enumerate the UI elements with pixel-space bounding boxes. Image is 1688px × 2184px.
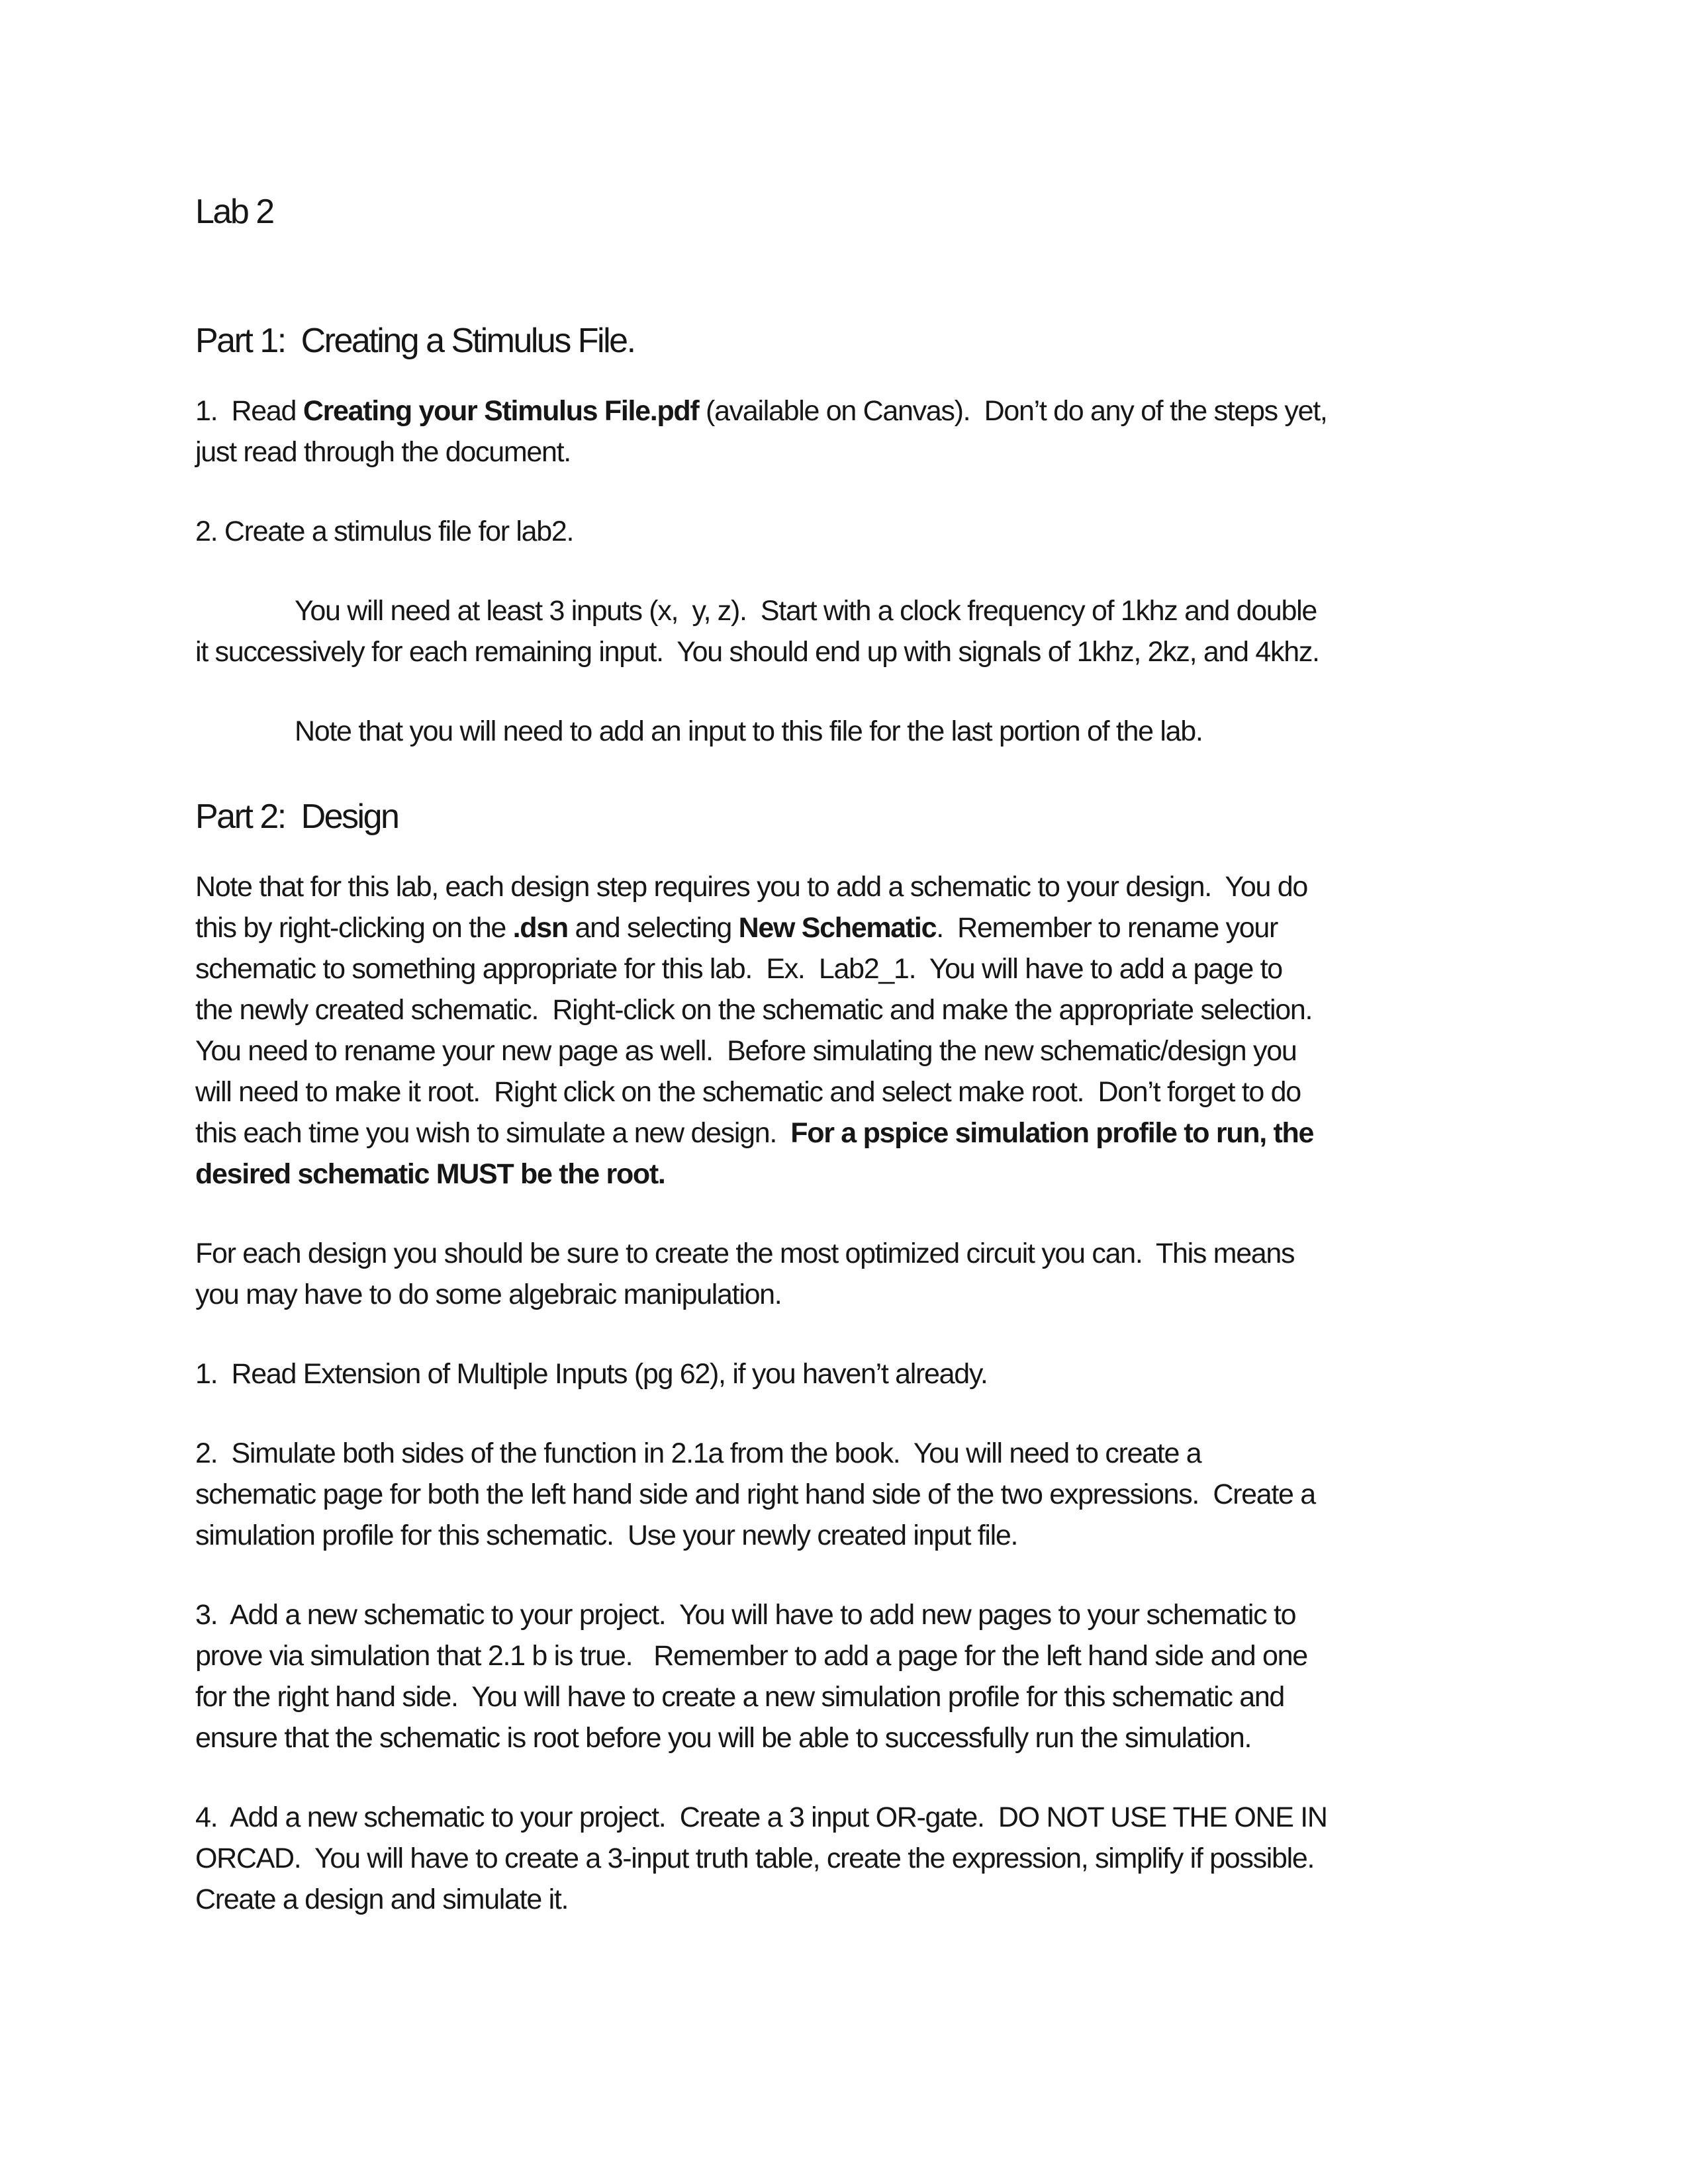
section-heading — [195, 790, 1496, 843]
text-run: this by right-clicking on the — [195, 912, 513, 944]
text-line — [195, 1515, 1496, 1556]
text-run: 3. Add a new schematic to your project. You will have to add new pages to your schematic to — [195, 1599, 1296, 1631]
text-run: schematic page for both the left hand side and right hand side of the two expressions. Create a — [195, 1479, 1315, 1510]
text-run: ensure that the schematic is root before you will be able to successfully run the simulation. — [195, 1722, 1252, 1754]
text-run: just read through the document. — [195, 436, 571, 468]
text-run: this each time you wish to simulate a new design. — [195, 1117, 791, 1149]
text-line — [195, 1838, 1496, 1879]
text-run: prove via simulation that 2.1 b is true. Remember to add a page for the left hand side and one — [195, 1640, 1307, 1672]
bold-text-run: desired schematic MUST be the root. — [195, 1158, 665, 1190]
text-line — [195, 1030, 1496, 1071]
paragraph — [195, 1797, 1496, 1920]
text-line — [195, 1474, 1496, 1515]
text-line — [195, 1154, 1496, 1195]
bold-text-run: .dsn — [512, 912, 568, 944]
paragraph — [195, 1433, 1496, 1556]
paragraph — [195, 1233, 1496, 1315]
paragraph — [195, 590, 1496, 672]
text-line — [195, 1433, 1496, 1474]
text-line — [195, 432, 1496, 473]
text-line — [195, 1071, 1496, 1113]
text-run: for the right hand side. You will have to create a new simulation profile for this schematic and — [195, 1681, 1285, 1713]
paragraph — [195, 1594, 1496, 1758]
text-line — [195, 390, 1496, 432]
text-run: Create a design and simulate it. — [195, 1884, 569, 1915]
text-line — [195, 1717, 1496, 1758]
text-line — [195, 1594, 1496, 1635]
bold-text-run: New Schematic — [738, 912, 937, 944]
text-run: 1. Read — [195, 395, 303, 427]
text-run: simulation profile for this schematic. Use your newly created input file. — [195, 1520, 1018, 1551]
text-run: ORCAD. You will have to create a 3-input truth table, create the expression, simplify if possible. — [195, 1843, 1315, 1874]
text-run: Part 2: Design — [195, 797, 399, 836]
text-run: You will need at least 3 inputs (x, y, z). Start with a clock frequency of 1khz and double — [295, 595, 1317, 627]
text-line — [195, 1676, 1496, 1717]
text-line — [195, 590, 1496, 631]
text-line — [195, 1635, 1496, 1676]
text-run: For each design you should be sure to create the most optimized circuit you can. This means — [195, 1238, 1295, 1269]
text-run: 2. Create a stimulus file for lab2. — [195, 516, 574, 547]
paragraph — [195, 390, 1496, 473]
text-line — [195, 1233, 1496, 1274]
section-heading — [195, 314, 1496, 367]
text-run: Lab 2 — [195, 193, 273, 231]
text-line — [195, 1879, 1496, 1920]
text-run: 1. Read Extension of Multiple Inputs (pg 62), if you haven’t already. — [195, 1358, 988, 1390]
text-run: schematic to something appropriate for this lab. Ex. Lab2_1. You will have to add a page to — [195, 953, 1282, 985]
text-run: You need to rename your new page as well. Before simulating the new schematic/design you — [195, 1035, 1297, 1067]
paragraph — [195, 866, 1496, 1195]
text-line — [195, 631, 1496, 672]
text-run: will need to make it root. Right click on the schematic and select make root. Don’t forget to do — [195, 1076, 1301, 1108]
text-run: it successively for each remaining input. You should end up with signals of 1khz, 2kz, and 4khz. — [195, 636, 1319, 668]
text-run: 4. Add a new schematic to your project. Create a 3 input OR-gate. DO NOT USE THE ONE IN — [195, 1801, 1327, 1833]
text-line — [195, 866, 1496, 907]
bold-text-run: Creating your Stimulus File.pdf — [303, 395, 699, 427]
text-line — [195, 1113, 1496, 1154]
text-line — [195, 511, 1496, 552]
text-line — [195, 1274, 1496, 1315]
text-line — [195, 790, 1496, 843]
text-run: Part 1: Creating a Stimulus File. — [195, 322, 635, 360]
text-run: . Remember to rename your — [936, 912, 1278, 944]
text-line — [195, 948, 1496, 989]
text-run: Note that for this lab, each design step requires you to add a schematic to your design. You do — [195, 871, 1307, 903]
text-run: and selecting — [567, 912, 739, 944]
text-line — [195, 989, 1496, 1030]
text-line — [195, 711, 1496, 752]
text-line — [195, 1797, 1496, 1838]
text-run: you may have to do some algebraic manipulation. — [195, 1279, 782, 1310]
paragraph — [195, 1353, 1496, 1394]
paragraph — [195, 511, 1496, 552]
paragraph — [195, 711, 1496, 752]
text-run: the newly created schematic. Right-click on the schematic and make the appropriate selection. — [195, 994, 1313, 1026]
text-run: 2. Simulate both sides of the function in 2.1a from the book. You will need to create a — [195, 1437, 1201, 1469]
text-line — [195, 185, 1496, 238]
bold-text-run: For a pspice simulation profile to run, the — [790, 1117, 1314, 1149]
text-run: Note that you will need to add an input to this file for the last portion of the lab. — [295, 715, 1203, 747]
text-line — [195, 1353, 1496, 1394]
text-line — [195, 907, 1496, 948]
section-title — [195, 185, 1496, 238]
text-line — [195, 314, 1496, 367]
text-run: (available on Canvas). Don’t do any of the steps yet, — [698, 395, 1327, 427]
